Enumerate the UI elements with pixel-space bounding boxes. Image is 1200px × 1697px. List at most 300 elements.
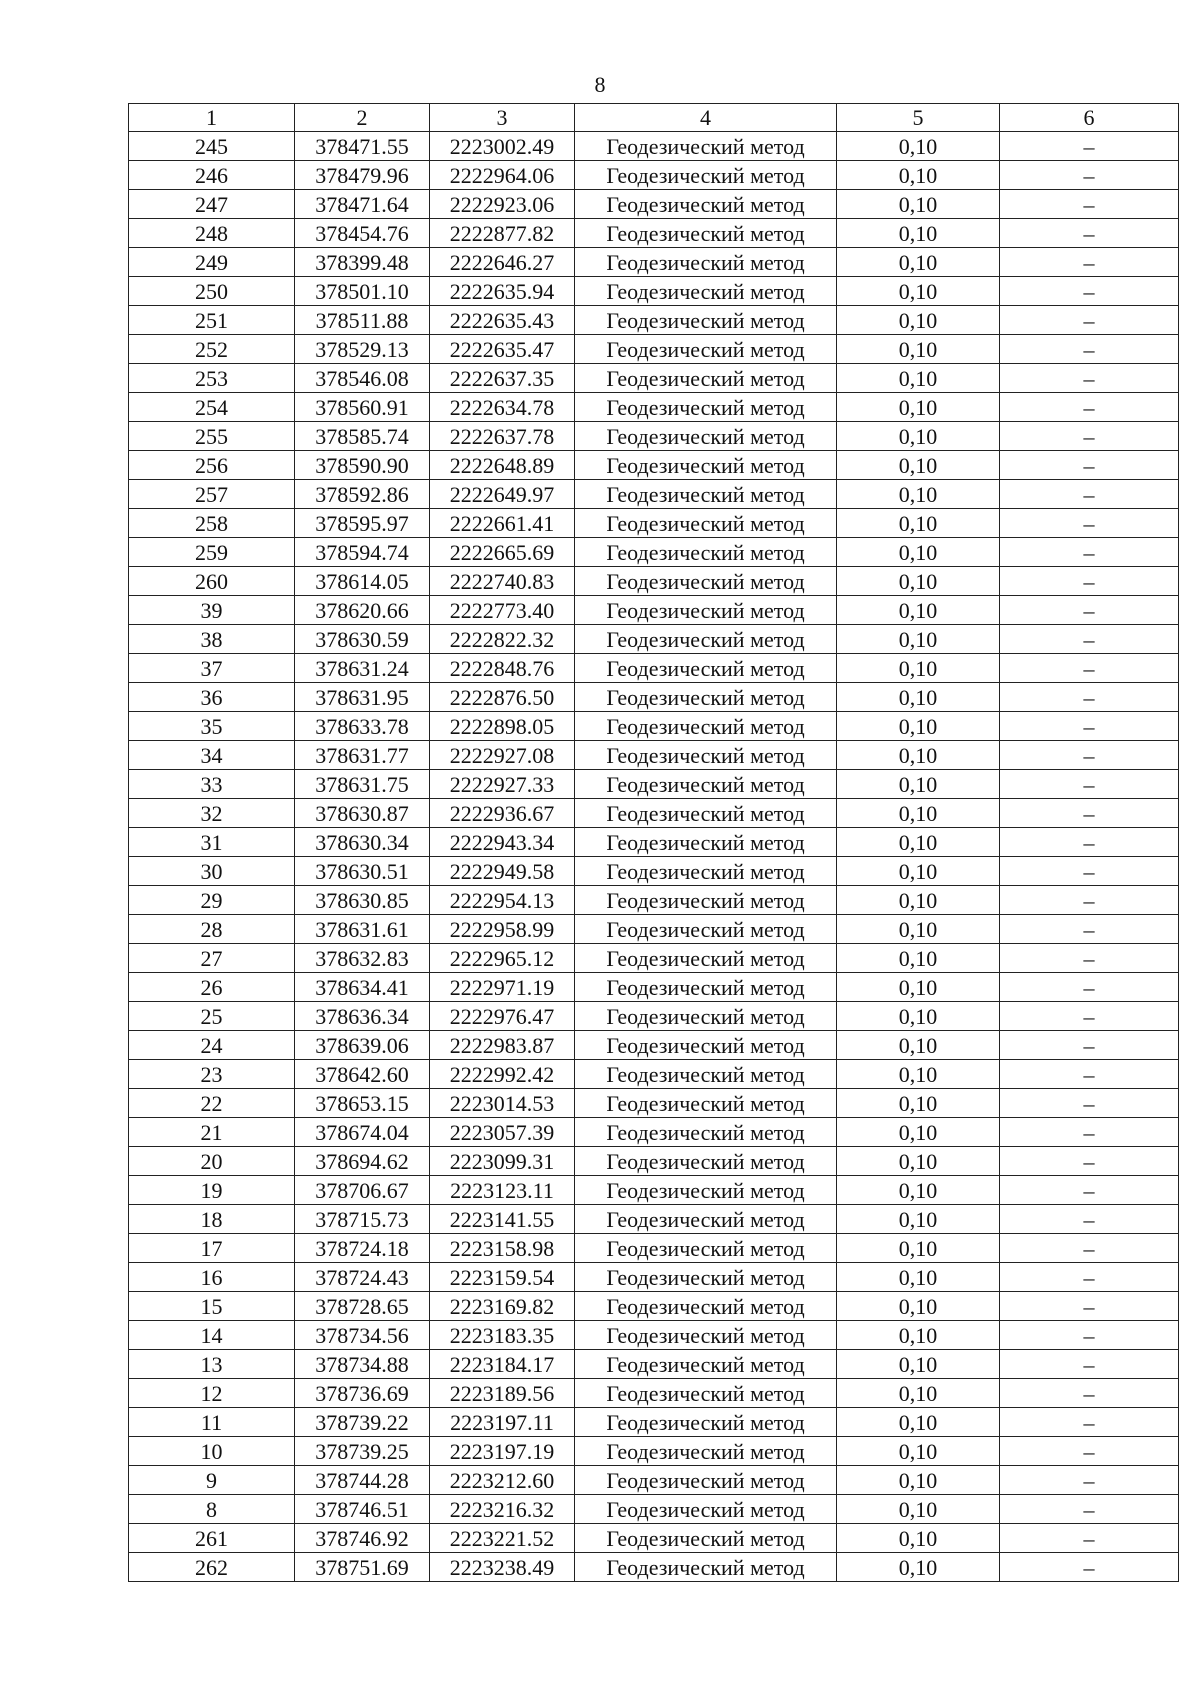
accuracy-cell: 0,10 [837, 248, 1000, 277]
x-coordinate-cell: 378631.95 [295, 683, 430, 712]
y-coordinate-cell: 2222665.69 [430, 538, 575, 567]
coordinates-table [128, 103, 1179, 1582]
point-number-cell: 11 [129, 1408, 295, 1437]
note-cell: – [1000, 1263, 1179, 1292]
x-coordinate-cell: 378594.74 [295, 538, 430, 567]
accuracy-cell: 0,10 [837, 625, 1000, 654]
method-cell: Геодезический метод [575, 1205, 837, 1234]
point-number-cell: 21 [129, 1118, 295, 1147]
method-cell: Геодезический метод [575, 915, 837, 944]
y-coordinate-cell: 2222635.47 [430, 335, 575, 364]
y-coordinate-cell: 2222773.40 [430, 596, 575, 625]
accuracy-cell: 0,10 [837, 596, 1000, 625]
point-number-cell: 9 [129, 1466, 295, 1495]
note-cell: – [1000, 509, 1179, 538]
note-cell: – [1000, 451, 1179, 480]
table-row [129, 1524, 1179, 1553]
method-cell: Геодезический метод [575, 567, 837, 596]
x-coordinate-cell: 378632.83 [295, 944, 430, 973]
note-cell: – [1000, 915, 1179, 944]
accuracy-cell: 0,10 [837, 1553, 1000, 1582]
method-cell: Геодезический метод [575, 1234, 837, 1263]
method-cell: Геодезический метод [575, 654, 837, 683]
table-row [129, 596, 1179, 625]
table-row [129, 770, 1179, 799]
table-row [129, 538, 1179, 567]
x-coordinate-cell: 378653.15 [295, 1089, 430, 1118]
method-cell: Геодезический метод [575, 1031, 837, 1060]
accuracy-cell: 0,10 [837, 654, 1000, 683]
accuracy-cell: 0,10 [837, 132, 1000, 161]
accuracy-cell: 0,10 [837, 451, 1000, 480]
point-number-cell: 262 [129, 1553, 295, 1582]
accuracy-cell: 0,10 [837, 857, 1000, 886]
note-cell: – [1000, 1031, 1179, 1060]
table-row [129, 509, 1179, 538]
x-coordinate-cell: 378454.76 [295, 219, 430, 248]
y-coordinate-cell: 2222923.06 [430, 190, 575, 219]
y-coordinate-cell: 2222976.47 [430, 1002, 575, 1031]
method-cell: Геодезический метод [575, 190, 837, 219]
column-header: 1 [129, 104, 295, 132]
note-cell: – [1000, 1060, 1179, 1089]
y-coordinate-cell: 2223197.19 [430, 1437, 575, 1466]
x-coordinate-cell: 378501.10 [295, 277, 430, 306]
method-cell: Геодезический метод [575, 1147, 837, 1176]
table-row [129, 1002, 1179, 1031]
y-coordinate-cell: 2223212.60 [430, 1466, 575, 1495]
x-coordinate-cell: 378728.65 [295, 1292, 430, 1321]
table-row [129, 712, 1179, 741]
x-coordinate-cell: 378751.69 [295, 1553, 430, 1582]
x-coordinate-cell: 378560.91 [295, 393, 430, 422]
table-row [129, 1321, 1179, 1350]
note-cell: – [1000, 190, 1179, 219]
point-number-cell: 18 [129, 1205, 295, 1234]
y-coordinate-cell: 2223159.54 [430, 1263, 575, 1292]
accuracy-cell: 0,10 [837, 973, 1000, 1002]
method-cell: Геодезический метод [575, 1060, 837, 1089]
note-cell: – [1000, 1002, 1179, 1031]
method-cell: Геодезический метод [575, 886, 837, 915]
y-coordinate-cell: 2222954.13 [430, 886, 575, 915]
accuracy-cell: 0,10 [837, 1263, 1000, 1292]
table-row [129, 1176, 1179, 1205]
point-number-cell: 17 [129, 1234, 295, 1263]
accuracy-cell: 0,10 [837, 480, 1000, 509]
x-coordinate-cell: 378706.67 [295, 1176, 430, 1205]
method-cell: Геодезический метод [575, 1002, 837, 1031]
point-number-cell: 30 [129, 857, 295, 886]
accuracy-cell: 0,10 [837, 364, 1000, 393]
accuracy-cell: 0,10 [837, 190, 1000, 219]
point-number-cell: 26 [129, 973, 295, 1002]
note-cell: – [1000, 1234, 1179, 1263]
x-coordinate-cell: 378585.74 [295, 422, 430, 451]
accuracy-cell: 0,10 [837, 509, 1000, 538]
method-cell: Геодезический метод [575, 219, 837, 248]
x-coordinate-cell: 378694.62 [295, 1147, 430, 1176]
point-number-cell: 13 [129, 1350, 295, 1379]
y-coordinate-cell: 2222971.19 [430, 973, 575, 1002]
method-cell: Геодезический метод [575, 712, 837, 741]
point-number-cell: 22 [129, 1089, 295, 1118]
y-coordinate-cell: 2222661.41 [430, 509, 575, 538]
table-row [129, 1292, 1179, 1321]
x-coordinate-cell: 378633.78 [295, 712, 430, 741]
note-cell: – [1000, 480, 1179, 509]
note-cell: – [1000, 219, 1179, 248]
accuracy-cell: 0,10 [837, 161, 1000, 190]
accuracy-cell: 0,10 [837, 335, 1000, 364]
point-number-cell: 39 [129, 596, 295, 625]
accuracy-cell: 0,10 [837, 1060, 1000, 1089]
x-coordinate-cell: 378471.55 [295, 132, 430, 161]
point-number-cell: 10 [129, 1437, 295, 1466]
y-coordinate-cell: 2222876.50 [430, 683, 575, 712]
note-cell: – [1000, 1379, 1179, 1408]
y-coordinate-cell: 2222949.58 [430, 857, 575, 886]
y-coordinate-cell: 2222983.87 [430, 1031, 575, 1060]
method-cell: Геодезический метод [575, 248, 837, 277]
x-coordinate-cell: 378631.61 [295, 915, 430, 944]
accuracy-cell: 0,10 [837, 1321, 1000, 1350]
x-coordinate-cell: 378529.13 [295, 335, 430, 364]
y-coordinate-cell: 2222649.97 [430, 480, 575, 509]
note-cell: – [1000, 364, 1179, 393]
method-cell: Геодезический метод [575, 1524, 837, 1553]
point-number-cell: 24 [129, 1031, 295, 1060]
x-coordinate-cell: 378739.22 [295, 1408, 430, 1437]
table-row [129, 567, 1179, 596]
method-cell: Геодезический метод [575, 857, 837, 886]
point-number-cell: 20 [129, 1147, 295, 1176]
y-coordinate-cell: 2223184.17 [430, 1350, 575, 1379]
table-row [129, 1466, 1179, 1495]
table-row [129, 364, 1179, 393]
note-cell: – [1000, 1118, 1179, 1147]
y-coordinate-cell: 2222740.83 [430, 567, 575, 596]
point-number-cell: 248 [129, 219, 295, 248]
accuracy-cell: 0,10 [837, 219, 1000, 248]
y-coordinate-cell: 2222943.34 [430, 828, 575, 857]
point-number-cell: 258 [129, 509, 295, 538]
method-cell: Геодезический метод [575, 1437, 837, 1466]
accuracy-cell: 0,10 [837, 393, 1000, 422]
method-cell: Геодезический метод [575, 828, 837, 857]
y-coordinate-cell: 2223189.56 [430, 1379, 575, 1408]
y-coordinate-cell: 2223238.49 [430, 1553, 575, 1582]
y-coordinate-cell: 2222646.27 [430, 248, 575, 277]
note-cell: – [1000, 741, 1179, 770]
accuracy-cell: 0,10 [837, 683, 1000, 712]
table-row [129, 451, 1179, 480]
y-coordinate-cell: 2223183.35 [430, 1321, 575, 1350]
x-coordinate-cell: 378592.86 [295, 480, 430, 509]
method-cell: Геодезический метод [575, 422, 837, 451]
method-cell: Геодезический метод [575, 538, 837, 567]
x-coordinate-cell: 378674.04 [295, 1118, 430, 1147]
point-number-cell: 35 [129, 712, 295, 741]
table-row [129, 480, 1179, 509]
x-coordinate-cell: 378630.59 [295, 625, 430, 654]
method-cell: Геодезический метод [575, 161, 837, 190]
table-row [129, 654, 1179, 683]
method-cell: Геодезический метод [575, 1176, 837, 1205]
x-coordinate-cell: 378724.18 [295, 1234, 430, 1263]
accuracy-cell: 0,10 [837, 915, 1000, 944]
point-number-cell: 36 [129, 683, 295, 712]
point-number-cell: 245 [129, 132, 295, 161]
point-number-cell: 257 [129, 480, 295, 509]
y-coordinate-cell: 2222637.78 [430, 422, 575, 451]
note-cell: – [1000, 1408, 1179, 1437]
y-coordinate-cell: 2222958.99 [430, 915, 575, 944]
note-cell: – [1000, 1292, 1179, 1321]
point-number-cell: 32 [129, 799, 295, 828]
accuracy-cell: 0,10 [837, 741, 1000, 770]
point-number-cell: 250 [129, 277, 295, 306]
x-coordinate-cell: 378590.90 [295, 451, 430, 480]
point-number-cell: 25 [129, 1002, 295, 1031]
point-number-cell: 254 [129, 393, 295, 422]
note-cell: – [1000, 132, 1179, 161]
x-coordinate-cell: 378471.64 [295, 190, 430, 219]
y-coordinate-cell: 2223141.55 [430, 1205, 575, 1234]
x-coordinate-cell: 378734.56 [295, 1321, 430, 1350]
note-cell: – [1000, 1205, 1179, 1234]
y-coordinate-cell: 2222992.42 [430, 1060, 575, 1089]
table-row [129, 886, 1179, 915]
x-coordinate-cell: 378715.73 [295, 1205, 430, 1234]
method-cell: Геодезический метод [575, 1321, 837, 1350]
table-header-row [129, 104, 1179, 132]
x-coordinate-cell: 378595.97 [295, 509, 430, 538]
point-number-cell: 15 [129, 1292, 295, 1321]
note-cell: – [1000, 422, 1179, 451]
point-number-cell: 19 [129, 1176, 295, 1205]
point-number-cell: 249 [129, 248, 295, 277]
note-cell: – [1000, 1176, 1179, 1205]
point-number-cell: 28 [129, 915, 295, 944]
point-number-cell: 260 [129, 567, 295, 596]
table-row [129, 422, 1179, 451]
x-coordinate-cell: 378630.85 [295, 886, 430, 915]
table-row [129, 190, 1179, 219]
x-coordinate-cell: 378479.96 [295, 161, 430, 190]
table-row [129, 1350, 1179, 1379]
point-number-cell: 8 [129, 1495, 295, 1524]
x-coordinate-cell: 378546.08 [295, 364, 430, 393]
y-coordinate-cell: 2222822.32 [430, 625, 575, 654]
note-cell: – [1000, 973, 1179, 1002]
x-coordinate-cell: 378399.48 [295, 248, 430, 277]
accuracy-cell: 0,10 [837, 1350, 1000, 1379]
x-coordinate-cell: 378639.06 [295, 1031, 430, 1060]
point-number-cell: 251 [129, 306, 295, 335]
method-cell: Геодезический метод [575, 480, 837, 509]
note-cell: – [1000, 886, 1179, 915]
accuracy-cell: 0,10 [837, 1292, 1000, 1321]
table-row [129, 973, 1179, 1002]
method-cell: Геодезический метод [575, 277, 837, 306]
point-number-cell: 255 [129, 422, 295, 451]
point-number-cell: 253 [129, 364, 295, 393]
x-coordinate-cell: 378630.51 [295, 857, 430, 886]
note-cell: – [1000, 1466, 1179, 1495]
method-cell: Геодезический метод [575, 770, 837, 799]
table-row [129, 857, 1179, 886]
x-coordinate-cell: 378631.75 [295, 770, 430, 799]
accuracy-cell: 0,10 [837, 1089, 1000, 1118]
note-cell: – [1000, 683, 1179, 712]
method-cell: Геодезический метод [575, 741, 837, 770]
point-number-cell: 31 [129, 828, 295, 857]
x-coordinate-cell: 378636.34 [295, 1002, 430, 1031]
accuracy-cell: 0,10 [837, 1031, 1000, 1060]
x-coordinate-cell: 378746.92 [295, 1524, 430, 1553]
method-cell: Геодезический метод [575, 306, 837, 335]
accuracy-cell: 0,10 [837, 944, 1000, 973]
method-cell: Геодезический метод [575, 451, 837, 480]
point-number-cell: 27 [129, 944, 295, 973]
method-cell: Геодезический метод [575, 393, 837, 422]
column-header: 6 [1000, 104, 1179, 132]
accuracy-cell: 0,10 [837, 1176, 1000, 1205]
accuracy-cell: 0,10 [837, 1466, 1000, 1495]
method-cell: Геодезический метод [575, 1495, 837, 1524]
note-cell: – [1000, 712, 1179, 741]
note-cell: – [1000, 1350, 1179, 1379]
table-row [129, 219, 1179, 248]
accuracy-cell: 0,10 [837, 1205, 1000, 1234]
y-coordinate-cell: 2222927.08 [430, 741, 575, 770]
point-number-cell: 38 [129, 625, 295, 654]
table-row [129, 161, 1179, 190]
note-cell: – [1000, 1553, 1179, 1582]
accuracy-cell: 0,10 [837, 277, 1000, 306]
point-number-cell: 12 [129, 1379, 295, 1408]
note-cell: – [1000, 799, 1179, 828]
y-coordinate-cell: 2222927.33 [430, 770, 575, 799]
point-number-cell: 29 [129, 886, 295, 915]
note-cell: – [1000, 567, 1179, 596]
table-row [129, 1205, 1179, 1234]
point-number-cell: 34 [129, 741, 295, 770]
x-coordinate-cell: 378511.88 [295, 306, 430, 335]
method-cell: Геодезический метод [575, 683, 837, 712]
table-row [129, 277, 1179, 306]
note-cell: – [1000, 654, 1179, 683]
note-cell: – [1000, 248, 1179, 277]
y-coordinate-cell: 2223169.82 [430, 1292, 575, 1321]
note-cell: – [1000, 277, 1179, 306]
method-cell: Геодезический метод [575, 1466, 837, 1495]
table-row [129, 1147, 1179, 1176]
method-cell: Геодезический метод [575, 596, 837, 625]
method-cell: Геодезический метод [575, 1089, 837, 1118]
point-number-cell: 37 [129, 654, 295, 683]
table-row [129, 741, 1179, 770]
y-coordinate-cell: 2222965.12 [430, 944, 575, 973]
y-coordinate-cell: 2223123.11 [430, 1176, 575, 1205]
column-header: 4 [575, 104, 837, 132]
accuracy-cell: 0,10 [837, 567, 1000, 596]
y-coordinate-cell: 2222848.76 [430, 654, 575, 683]
table-row [129, 625, 1179, 654]
table-row [129, 799, 1179, 828]
method-cell: Геодезический метод [575, 944, 837, 973]
method-cell: Геодезический метод [575, 973, 837, 1002]
x-coordinate-cell: 378614.05 [295, 567, 430, 596]
y-coordinate-cell: 2223221.52 [430, 1524, 575, 1553]
x-coordinate-cell: 378642.60 [295, 1060, 430, 1089]
column-header: 3 [430, 104, 575, 132]
point-number-cell: 247 [129, 190, 295, 219]
note-cell: – [1000, 1089, 1179, 1118]
y-coordinate-cell: 2222936.67 [430, 799, 575, 828]
column-header: 5 [837, 104, 1000, 132]
method-cell: Геодезический метод [575, 509, 837, 538]
table-row [129, 335, 1179, 364]
table-row [129, 1263, 1179, 1292]
table-row [129, 1408, 1179, 1437]
x-coordinate-cell: 378634.41 [295, 973, 430, 1002]
note-cell: – [1000, 1321, 1179, 1350]
note-cell: – [1000, 857, 1179, 886]
x-coordinate-cell: 378734.88 [295, 1350, 430, 1379]
method-cell: Геодезический метод [575, 1553, 837, 1582]
y-coordinate-cell: 2223099.31 [430, 1147, 575, 1176]
note-cell: – [1000, 393, 1179, 422]
point-number-cell: 33 [129, 770, 295, 799]
y-coordinate-cell: 2223057.39 [430, 1118, 575, 1147]
note-cell: – [1000, 306, 1179, 335]
method-cell: Геодезический метод [575, 1408, 837, 1437]
table-row [129, 248, 1179, 277]
note-cell: – [1000, 161, 1179, 190]
x-coordinate-cell: 378746.51 [295, 1495, 430, 1524]
x-coordinate-cell: 378631.24 [295, 654, 430, 683]
accuracy-cell: 0,10 [837, 1495, 1000, 1524]
point-number-cell: 16 [129, 1263, 295, 1292]
accuracy-cell: 0,10 [837, 712, 1000, 741]
y-coordinate-cell: 2222964.06 [430, 161, 575, 190]
point-number-cell: 259 [129, 538, 295, 567]
note-cell: – [1000, 335, 1179, 364]
table-body [129, 132, 1179, 1582]
point-number-cell: 246 [129, 161, 295, 190]
x-coordinate-cell: 378744.28 [295, 1466, 430, 1495]
accuracy-cell: 0,10 [837, 1234, 1000, 1263]
note-cell: – [1000, 828, 1179, 857]
method-cell: Геодезический метод [575, 132, 837, 161]
method-cell: Геодезический метод [575, 625, 837, 654]
point-number-cell: 256 [129, 451, 295, 480]
accuracy-cell: 0,10 [837, 538, 1000, 567]
y-coordinate-cell: 2222898.05 [430, 712, 575, 741]
method-cell: Геодезический метод [575, 1292, 837, 1321]
y-coordinate-cell: 2222637.35 [430, 364, 575, 393]
accuracy-cell: 0,10 [837, 1408, 1000, 1437]
method-cell: Геодезический метод [575, 1350, 837, 1379]
method-cell: Геодезический метод [575, 1118, 837, 1147]
table-row [129, 393, 1179, 422]
accuracy-cell: 0,10 [837, 828, 1000, 857]
y-coordinate-cell: 2222648.89 [430, 451, 575, 480]
point-number-cell: 261 [129, 1524, 295, 1553]
accuracy-cell: 0,10 [837, 1524, 1000, 1553]
